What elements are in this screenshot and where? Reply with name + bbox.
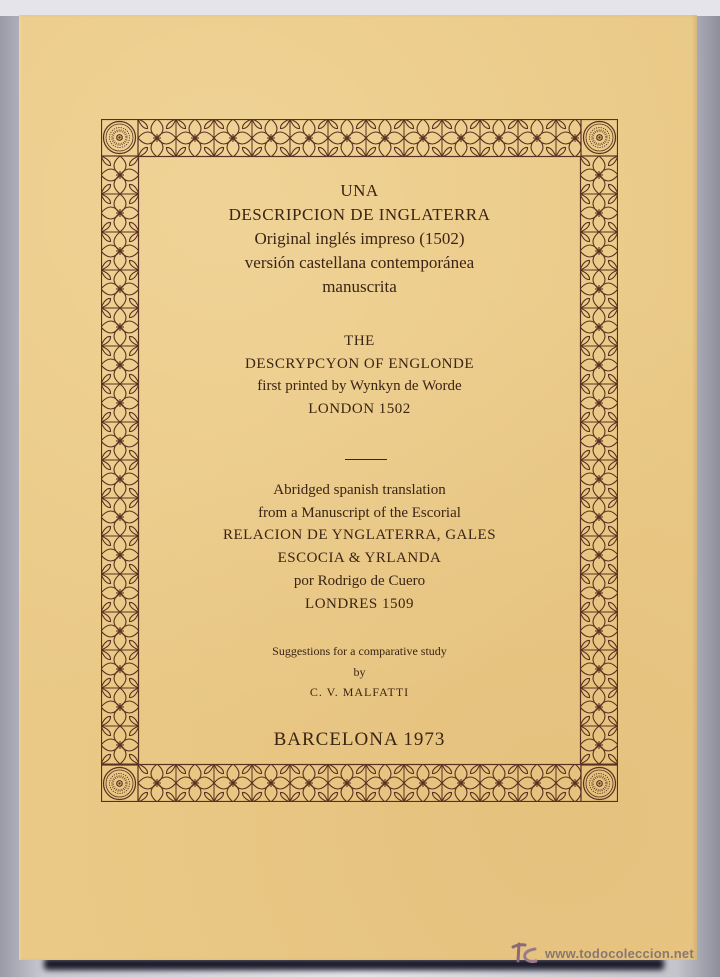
subtitle-version: versión castellana contemporánea xyxy=(244,253,475,272)
divider-rule xyxy=(345,459,387,460)
londres-date: LONDRES 1509 xyxy=(305,596,414,612)
escocia-title: ESCOCIA & YRLANDA xyxy=(277,550,442,566)
manuscript-line: from a Manuscript of the Escorial xyxy=(258,505,461,521)
london-date: LONDON 1502 xyxy=(308,401,411,417)
background-top xyxy=(0,0,720,16)
title-page-text xyxy=(101,119,618,802)
watermark xyxy=(509,943,694,963)
printer-line: first printed by Wynkyn de Worde xyxy=(257,378,462,394)
title-the: THE xyxy=(344,333,375,349)
book-cover xyxy=(19,15,697,960)
watermark-text: www.todocoleccion.net xyxy=(545,945,694,961)
title-descrypcyon: DESCRYPCYON OF ENGLONDE xyxy=(244,356,475,372)
imprint-barcelona: BARCELONA 1973 xyxy=(273,729,446,750)
todocoleccion-logo-icon xyxy=(509,941,539,965)
subtitle-manuscrita: manuscrita xyxy=(322,277,397,296)
suggestions-line: Suggestions for a comparative study xyxy=(272,644,447,658)
title-descripcion: DESCRIPCION DE INGLATERRA xyxy=(228,205,491,224)
title-una: UNA xyxy=(340,181,379,200)
author-rodrigo: por Rodrigo de Cuero xyxy=(293,573,426,589)
subtitle-original: Original inglés impreso (1502) xyxy=(254,229,465,248)
translation-line: Abridged spanish translation xyxy=(273,482,446,498)
author-malfatti: C. V. MALFATTI xyxy=(309,685,410,699)
relacion-title: RELACION DE YNGLATERRA, GALES xyxy=(222,527,497,543)
by-line: by xyxy=(353,665,366,679)
